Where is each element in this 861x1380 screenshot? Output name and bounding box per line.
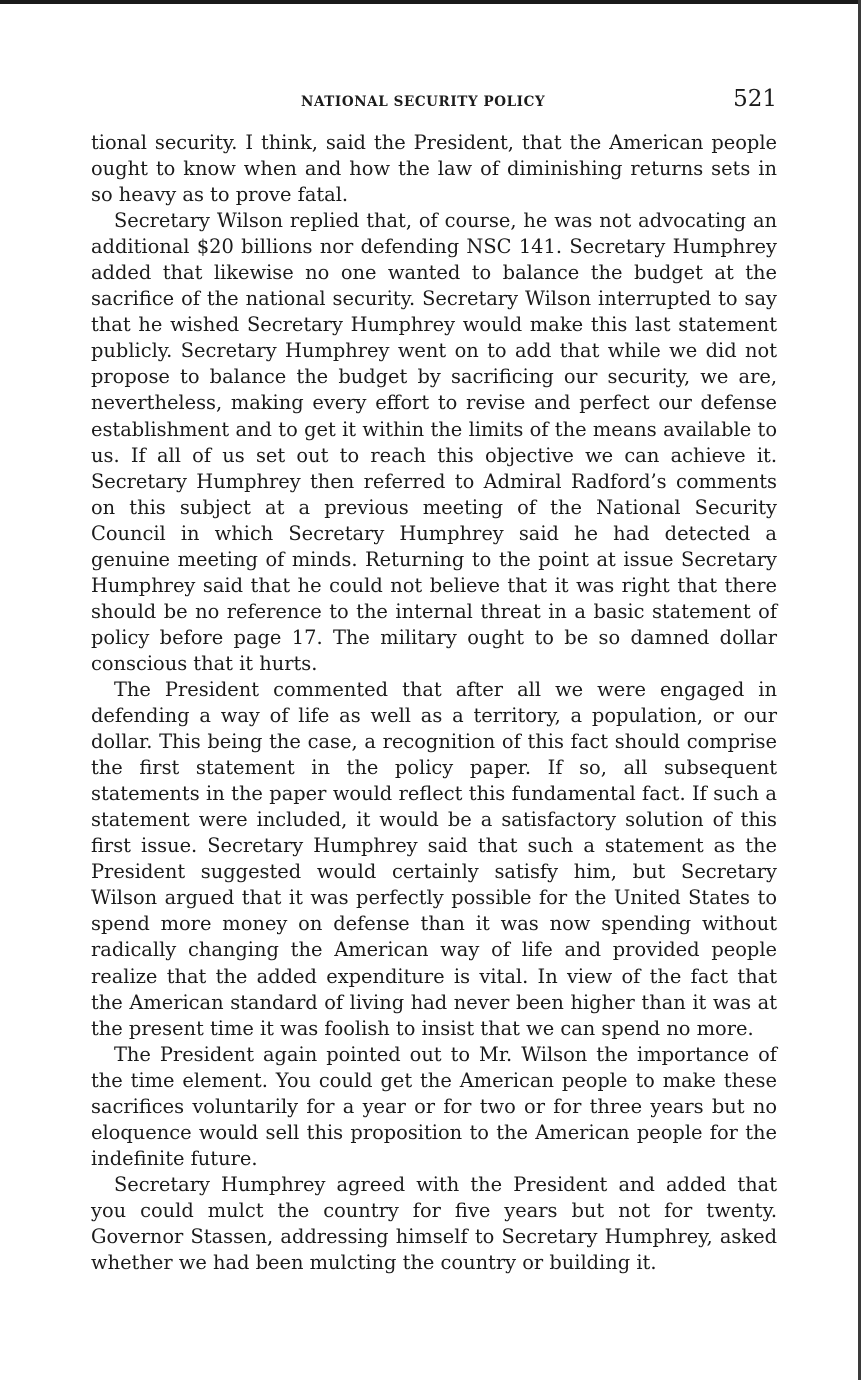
running-title: NATIONAL SECURITY POLICY [301, 94, 546, 110]
paragraph: The President again pointed out to Mr. Wilson the importance of the time element. You could get the American people to make these sacrifices voluntarily for a year or for two or for three years but no eloquence would sell this proposition to the American people for the indefinite future. [91, 1042, 777, 1170]
paragraph-continuation: tional security. I think, said the President, that the American people ought to know when and how the law of diminishing returns sets in so heavy as to prove fatal. [91, 131, 777, 207]
document-page [91, 86, 777, 1276]
paragraph: Secretary Humphrey agreed with the President and added that you could mulct the country for five years but not for twenty. Governor Stassen, addressing himself to Secretary Humphrey, asked whether we had been mulcting the country or building it. [91, 1172, 777, 1275]
paragraph: Secretary Wilson replied that, of course, he was not advocating an additional $20 billions nor defending NSC 141. Secretary Humphrey added that likewise no one wanted to balance the budget at the sacrifice of the national security. Secretary Wilson interrupted to say that he wished Secretary Humphrey would make this last statement publicly. Secretary Humphrey went on to add that while we did not propose to balance the budget by sacrificing our security, we are, nevertheless, making every effort to revise and perfect our defense establishment and to get it within the limits of the means available to us. If all of us set out to reach this objective we can achieve it. Secretary Humphrey then referred to Admiral Radford’s comments on this subject at a previous meeting of the National Security Council in which Secretary Humphrey said he had detected a genuine meeting of minds. Returning to the point at issue Secretary Humphrey said that he could not believe that it was right that there should be no reference to the internal threat in a basic statement of policy before page 17. The military ought to be so damned dollar conscious that it hurts. [91, 209, 777, 675]
paragraph: The President commented that after all we were engaged in defending a way of life as well as a territory, a population, or our dollar. This being the case, a recognition of this fact should comprise the first statement in the policy paper. If so, all subsequent statements in the paper would reflect this fundamental fact. If such a statement were included, it would be a satisfactory solution of this first issue. Secretary Humphrey said that such a statement as the President suggested would certainly satisfy him, but Secretary Wilson argued that it was perfectly possible for the United States to spend more money on defense than it was now spending without radically changing the American way of life and provided people realize that the added expenditure is vital. In view of the fact that the American standard of living had never been higher than it was at the present time it was foolish to insist that we can spend no more. [91, 677, 777, 1040]
page-number: 521 [733, 86, 777, 112]
running-header [91, 86, 777, 118]
top-border-rule [0, 0, 861, 4]
body-text [91, 130, 777, 1276]
